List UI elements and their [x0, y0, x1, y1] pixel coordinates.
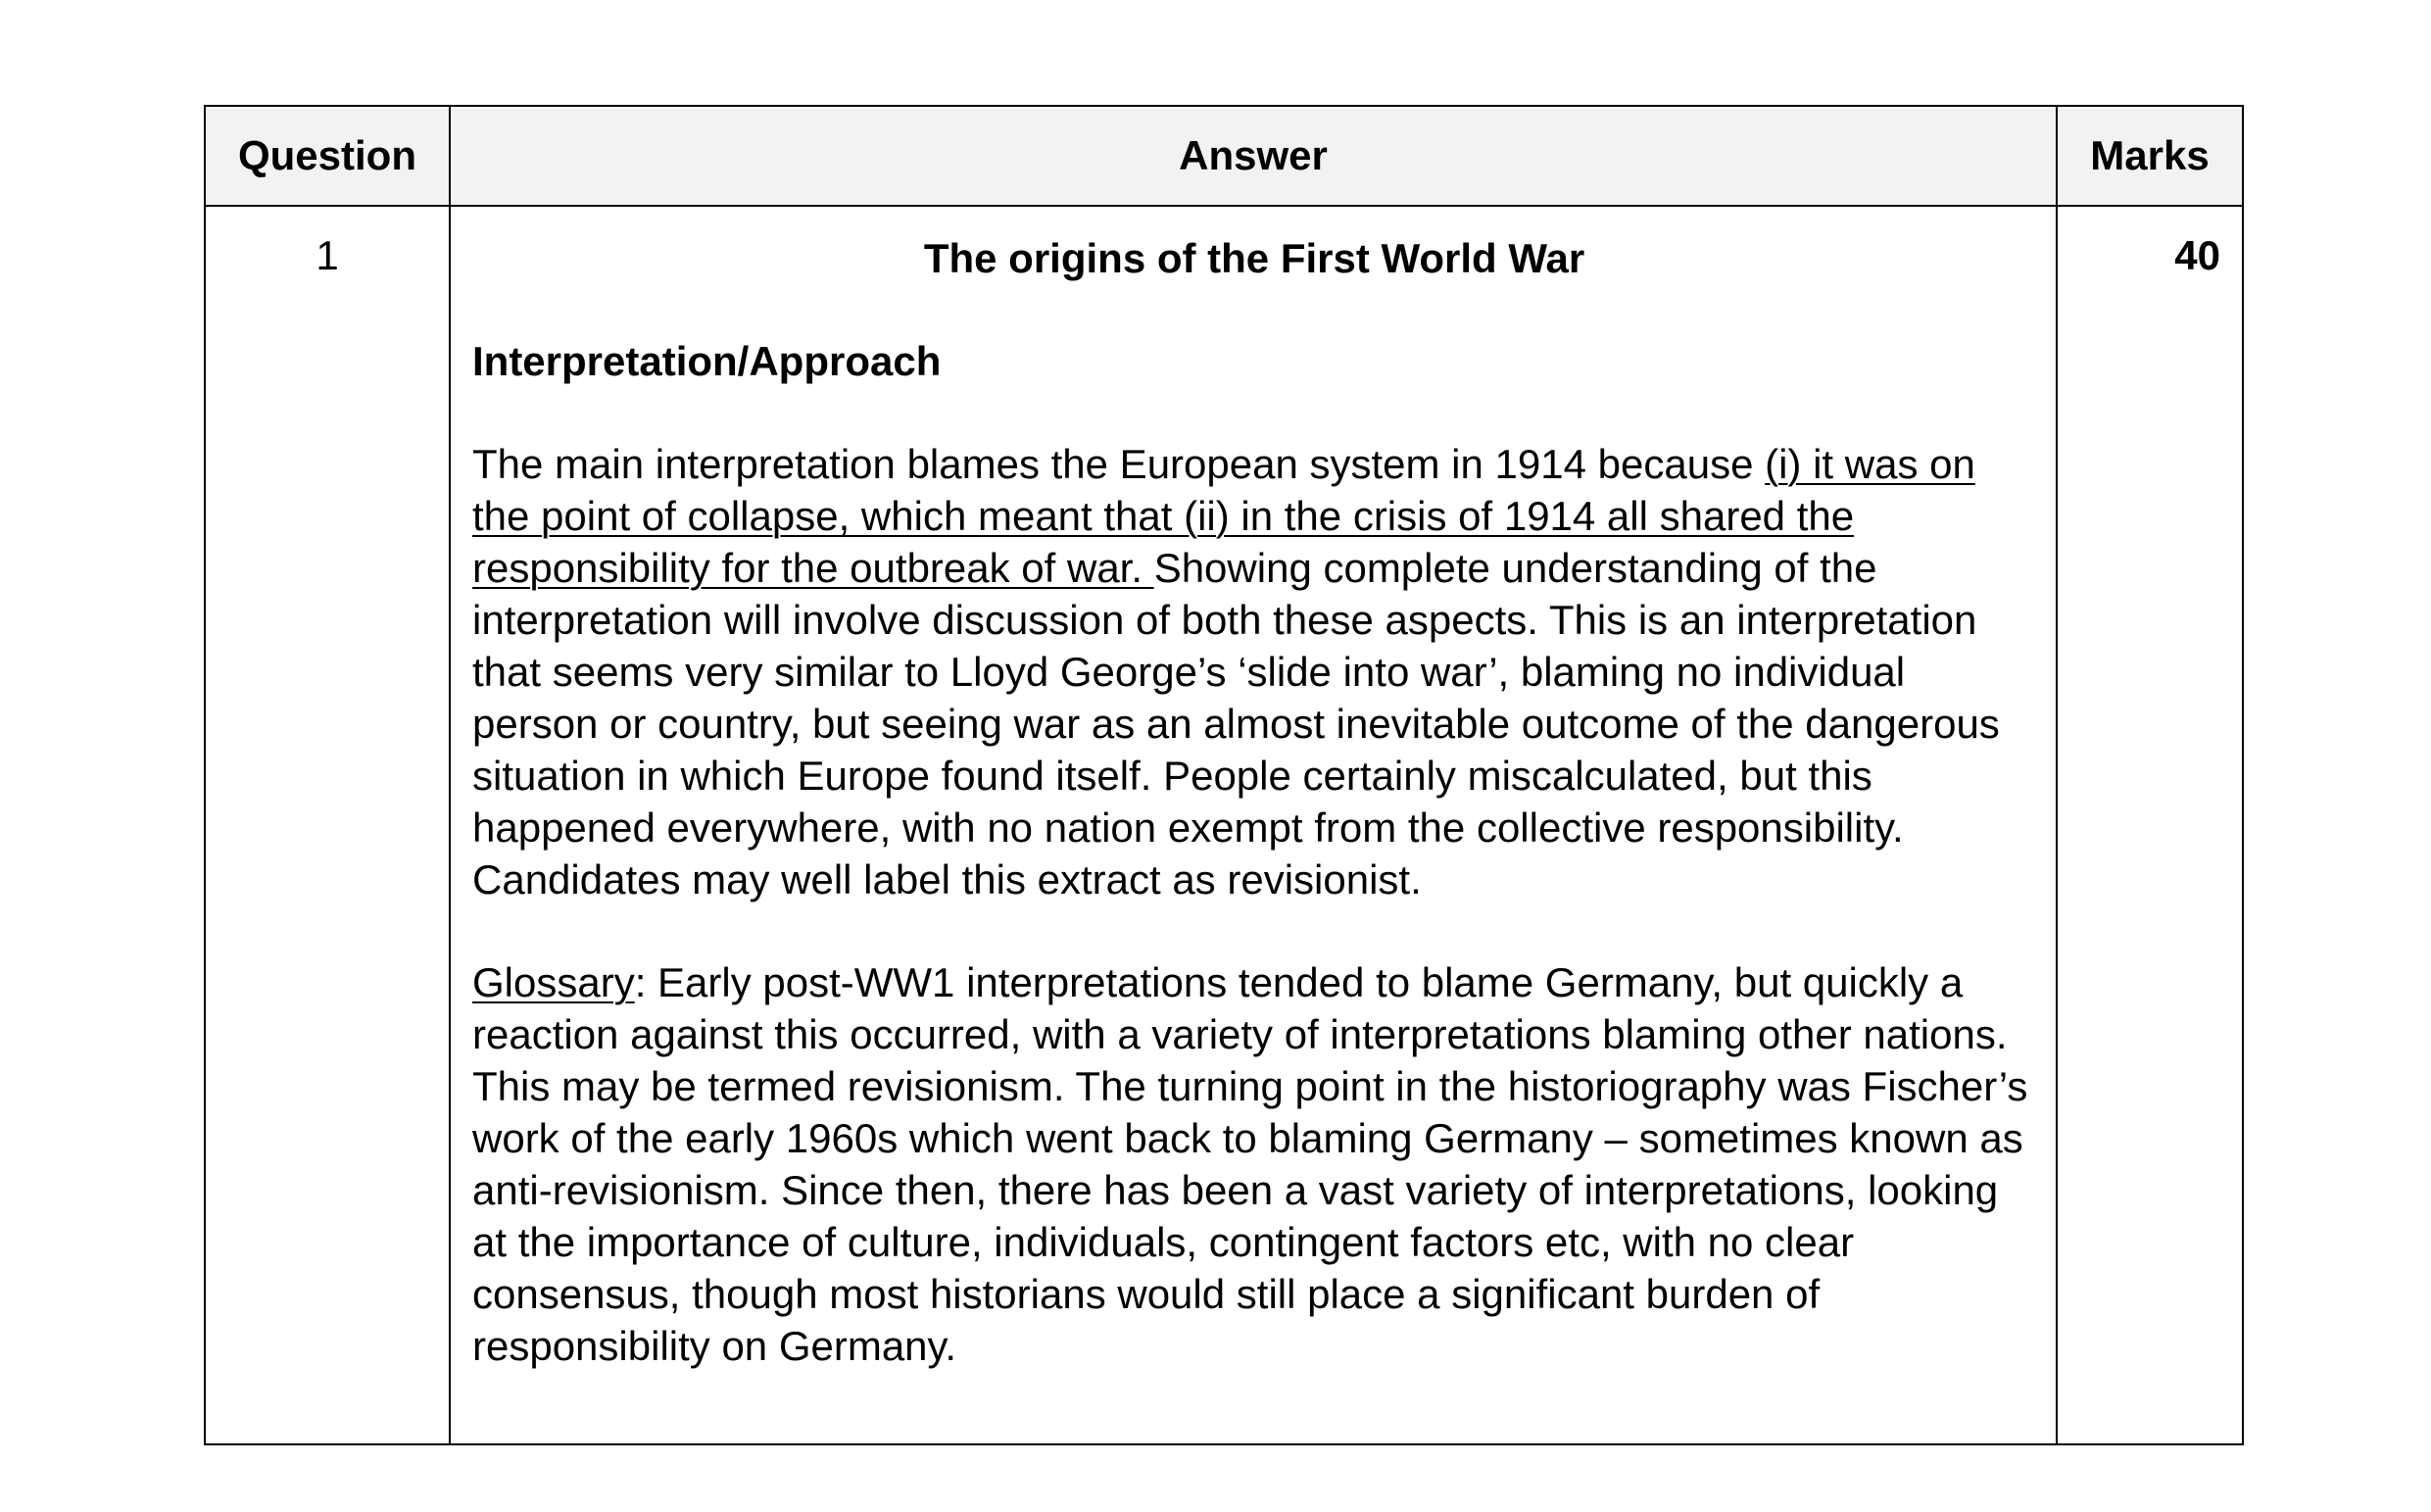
glossary-paragraph [472, 956, 2036, 1372]
header-row [205, 106, 2243, 206]
answer-column-header: Answer [450, 106, 2057, 206]
table-row [205, 206, 2243, 1444]
interpretation-paragraph [472, 438, 2036, 905]
answer-title: The origins of the First World War [923, 235, 1585, 281]
mark-scheme-table [204, 105, 2244, 1445]
table-body [205, 206, 2243, 1444]
interpretation-key-points: (i) it was on the point of collapse, which meant that (ii) in the crisis of 1914 all shared the responsibility for the outbreak of war. [472, 441, 1975, 591]
question-column-header: Question [205, 106, 450, 206]
marks-column-header: Marks [2057, 106, 2243, 206]
answer-cell [450, 206, 2057, 1444]
marks-value: 40 [2057, 206, 2243, 1444]
interpretation-detail: Showing complete understanding of the interpretation will involve discussion of both these aspects. This is an interpretation that seems very similar to Lloyd George’s ‘slide into war’, blaming no individual person or country, but seeing war as an almost inevitable outcome of the dangerous situation in which Europe found itself. People certainly miscalculated, but this happened everywhere, with no nation exempt from the collective responsibility. Candidates may well label this extract as revisionist. [472, 545, 2000, 902]
interpretation-intro: The main interpretation blames the European system in 1914 because [472, 441, 1766, 487]
glossary-text: : Early post-WW1 interpretations tended to blame Germany, but quickly a reaction against this occurred, with a variety of interpretations blaming other nations. This may be termed revisionism. The turning point in the historiography was Fischer’s work of the early 1960s which went back to blaming Germany – sometimes known as anti-revisionism. Since then, there has been a vast variety of interpretations, looking at the importance of culture, individuals, contingent factors etc, with no clear consensus, though most historians would still place a significant burden of responsibility on Germany. [472, 959, 2028, 1369]
glossary-label: Glossary [472, 959, 635, 1005]
section-heading: Interpretation/Approach [472, 338, 942, 384]
question-number: 1 [205, 206, 450, 1444]
table-header [205, 106, 2243, 206]
